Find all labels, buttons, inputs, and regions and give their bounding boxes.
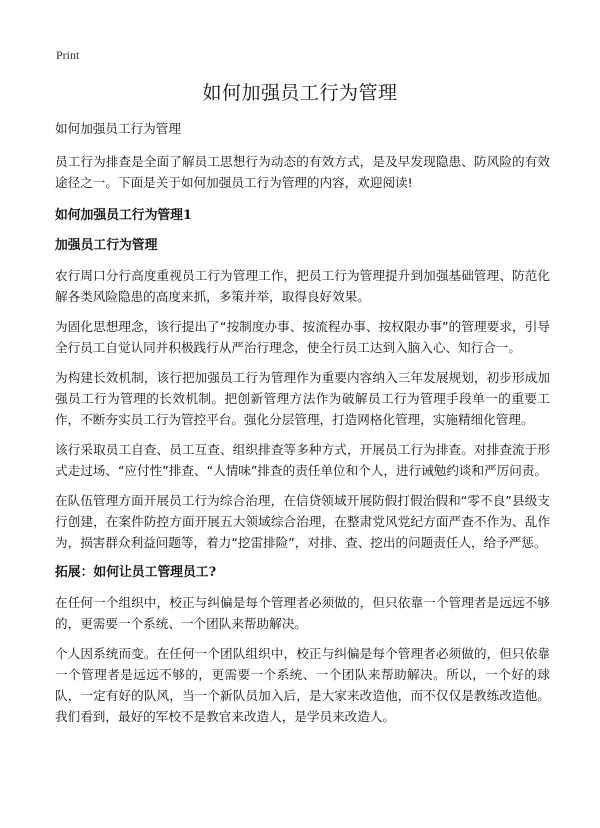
- paragraph: 个人因系统而变。在任何一个团队组织中，校正与纠偏是每个管理者必须做的，但只依靠一个管理者是远远不够的，更需要一个系统、一个团队来帮助解决。所以，一个好的球队，一定有好的队风，当一个新队员加入后，是大家来改造他，而不仅仅是教练改造他。我们看到，最好的军校不是教官来改造人，是学员来改造人。: [55, 646, 550, 724]
- paragraph: 为固化思想理念，该行提出了“按制度办事、按流程办事、按权限办事”的管理要求，引导全行员工自觉认同并积极践行从严治行理念，使全行员工达到入脑入心、知行合一。: [55, 319, 550, 355]
- article-body: [55, 118, 550, 736]
- page-title: 如何加强员工行为管理: [202, 82, 398, 104]
- lead-line: 如何加强员工行为管理: [55, 121, 181, 136]
- intro-paragraph: 员工行为排查是全面了解员工思想行为动态的有效方式，是及早发现隐患、防风险的有效途径之一。下面是关于如何加强员工行为管理的内容，欢迎阅读!: [55, 154, 550, 190]
- section1-heading: 如何加强员工行为管理1: [55, 208, 192, 223]
- paragraph: 在任何一个组织中，校正与纠偏是每个管理者必须做的，但只依靠一个管理者是远远不够的，更需要一个系统、一个团队来帮助解决。: [55, 595, 550, 631]
- paragraph: 为构建长效机制，该行把加强员工行为管理作为重要内容纳入三年发展规划，初步形成加强员工行为管理的长效机制。把创新管理方法作为破解员工行为管理手段单一的重要工作，不断夯实员工行为管控平台。强化分层管理，打造网格化管理，实施精细化管理。: [55, 370, 550, 427]
- section2-heading: 拓展：如何让员工管理员工?: [55, 565, 217, 580]
- print-link[interactable]: Print: [56, 48, 80, 62]
- section1-subheading: 加强员工行为管理: [55, 238, 158, 253]
- paragraph: 农行周口分行高度重视员工行为管理工作，把员工行为管理提升到加强基础管理、防范化解各类风险隐患的高度来抓，多策并举，取得良好效果。: [55, 268, 550, 304]
- paragraph: 该行采取员工自查、员工互查、组织排查等多种方式，开展员工行为排查。对排查流于形式走过场、“应付性”排查、“人情味”排查的责任单位和个人，进行诫勉约谈和严厉问责。: [55, 442, 550, 478]
- paragraph: 在队伍管理方面开展员工行为综合治理，在信贷领域开展防假打假治假和“零不良”县级支行创建，在案件防控方面开展五大领域综合治理，在整肃党风党纪方面严查不作为、乱作为，损害群众利益问题等，着力“挖雷排险”，对排、查、挖出的问题责任人，给予严惩。: [55, 493, 550, 550]
